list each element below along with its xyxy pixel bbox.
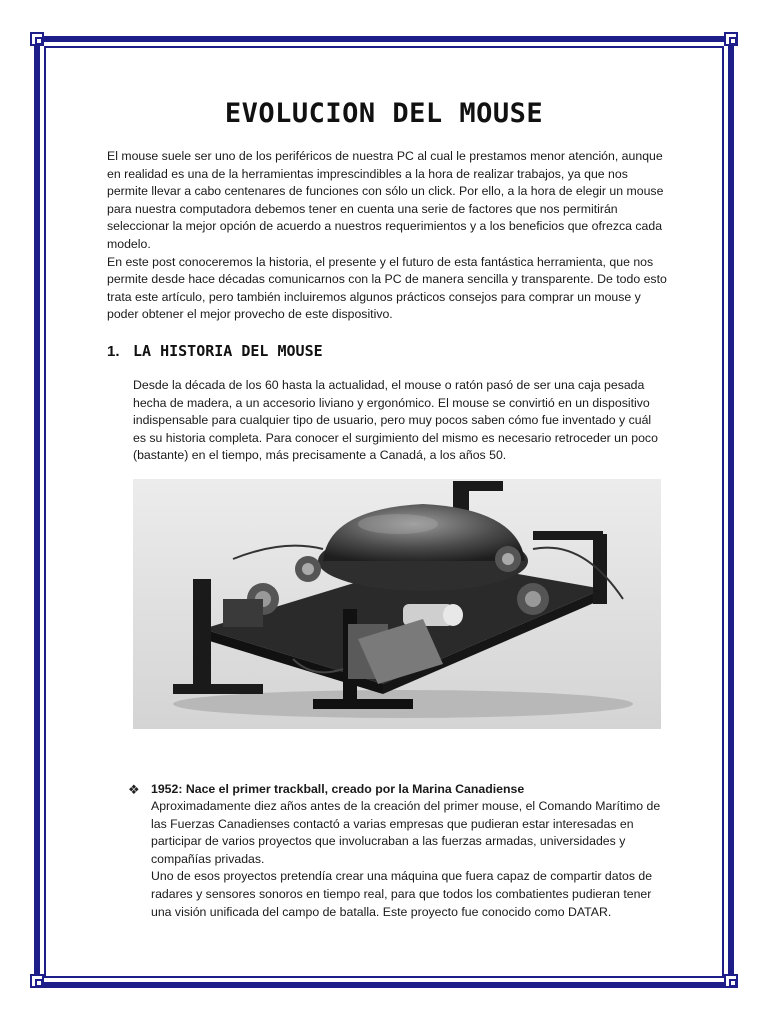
- corner-ornament-bottom-left: [30, 974, 44, 988]
- trackball-illustration: [133, 479, 661, 729]
- corner-ornament-top-right: [724, 32, 738, 46]
- intro-text: [107, 148, 667, 324]
- intro-paragraph-2: En este post conoceremos la historia, el presente y el futuro de esta fantástica herramienta, que nos permite desde hace décadas comunicarnos con la PC de manera sencilla y transparente. De todo esto trata este artículo, pero también incluiremos algunos prácticos consejos para comprar un mouse y poder obtener el mejor provecho de este dispositivo.: [107, 254, 667, 322]
- bullet-title: 1952: Nace el primer trackball, creado por la Marina Canadiense: [151, 782, 525, 796]
- corner-ornament-top-left: [30, 32, 44, 46]
- corner-ornament-bottom-right: [724, 974, 738, 988]
- bullet-paragraph-2: Uno de esos proyectos pretendía crear una máquina que fuera capaz de compartir datos de radares y sensores sonoros en tiempo real, para que todos los combatientes pudieran tener una visión unificada del campo de batalla. Este proyecto fue conocido como DATAR.: [151, 869, 653, 919]
- intro-paragraph-1: El mouse suele ser uno de los periféricos de nuestra PC al cual le prestamos menor atención, aunque en realidad es una de la herramientas imprescindibles a la hora de realizar trabajos, ya que nos permite llevar a cabo centenares de funciones con sólo un click. Por ello, a la hora de elegir un mouse para nuestra computadora debemos tener en cuenta una serie de factores que nos permitirán seleccionar la mejor opción de acuerdo a nuestros requerimientos y a los beneficios que ofrezca cada modelo.: [107, 149, 664, 251]
- section-number: 1.: [107, 343, 120, 360]
- bullet-paragraph-1: Aproximadamente diez años antes de la creación del primer mouse, el Comando Marítimo de las Fuerzas Canadienses contactó a varias empresas que pudieran estar interesadas en participar de varios proyectos que involucraban a las fuerzas armadas, universidades y compañías privadas.: [151, 799, 661, 866]
- bullet-body: [151, 798, 671, 921]
- section-heading-text: LA HISTORIA DEL MOUSE: [133, 342, 323, 360]
- section-heading: [107, 342, 323, 360]
- document-title: EVOLUCION DEL MOUSE: [224, 98, 544, 129]
- trackball-photo: [133, 479, 661, 729]
- history-paragraph: Desde la década de los 60 hasta la actualidad, el mouse o ratón pasó de ser una caja pesada hecha de madera, a un accesorio liviano y ergonómico. El mouse se convirtió en un dispositivo indispensable para cualquier tipo de usuario, pero muy pocos saben cómo fue inventado y cuál es su historia completa. Para conocer el surgimiento del mismo es necesario retroceder un poco (bastante) en el tiempo, más precisamente a Canadá, a los años 50.: [133, 378, 658, 463]
- bullet-diamond-icon: ❖: [128, 782, 140, 797]
